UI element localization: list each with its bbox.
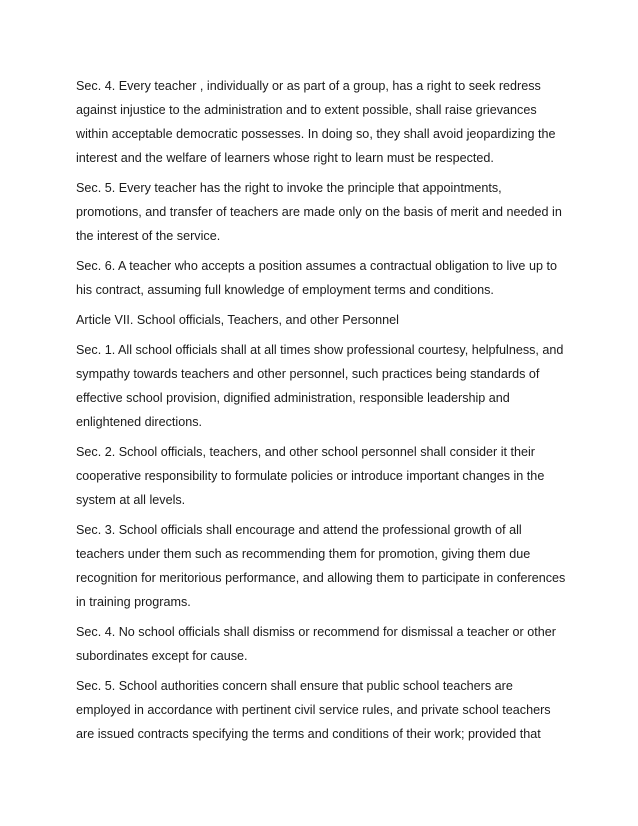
text-line: Sec. 1. All school officials shall at all times show professional courtesy, helpfulness, and	[76, 343, 564, 357]
text-line: system at all levels.	[76, 493, 186, 507]
text-line: Sec. 4. Every teacher , individually or as part of a group, has a right to seek redress	[76, 79, 541, 93]
text-line: within acceptable democratic possesses. In doing so, they shall avoid jeopardizing the	[76, 127, 556, 141]
text-line: interest and the welfare of learners whose right to learn must be respected.	[76, 151, 494, 165]
text-line: promotions, and transfer of teachers are made only on the basis of merit and needed in	[76, 205, 562, 219]
paragraph-article-vii-sec-1	[76, 338, 566, 434]
text-line: cooperative responsibility to formulate policies or introduce important changes in the	[76, 469, 545, 483]
text-line: Sec. 5. School authorities concern shall ensure that public school teachers are	[76, 679, 513, 693]
text-line: the interest of the service.	[76, 229, 221, 243]
text-line: sympathy towards teachers and other personnel, such practices being standards of	[76, 367, 540, 381]
text-line: employed in accordance with pertinent civil service rules, and private school teachers	[76, 703, 551, 717]
document-body	[76, 74, 566, 752]
paragraph-article-vii-sec-5	[76, 674, 566, 746]
text-line: Sec. 3. School officials shall encourage and attend the professional growth of all	[76, 523, 522, 537]
paragraph-article-vi-sec-6	[76, 254, 566, 302]
text-line: Sec. 6. A teacher who accepts a position assumes a contractual obligation to live up to	[76, 259, 557, 273]
text-line: are issued contracts specifying the terms and conditions of their work; provided that	[76, 727, 541, 741]
paragraph-article-vi-sec-5	[76, 176, 566, 248]
text-line: against injustice to the administration and to extent possible, shall raise grievances	[76, 103, 537, 117]
text-line: recognition for meritorious performance, and allowing them to participate in conferences	[76, 571, 566, 585]
text-line: enlightened directions.	[76, 415, 203, 429]
text-line: teachers under them such as recommending them for promotion, giving them due	[76, 547, 531, 561]
text-line: effective school provision, dignified administration, responsible leadership and	[76, 391, 510, 405]
paragraph-article-vii-sec-2	[76, 440, 566, 512]
article-vii-heading	[76, 308, 566, 332]
text-line: Sec. 2. School officials, teachers, and other school personnel shall consider it their	[76, 445, 535, 459]
text-line: Sec. 5. Every teacher has the right to invoke the principle that appointments,	[76, 181, 502, 195]
text-line: in training programs.	[76, 595, 191, 609]
paragraph-article-vi-sec-4	[76, 74, 566, 170]
text-line: Sec. 4. No school officials shall dismiss or recommend for dismissal a teacher or other	[76, 625, 556, 639]
paragraph-article-vii-sec-4	[76, 620, 566, 668]
text-line: subordinates except for cause.	[76, 649, 248, 663]
paragraph-article-vii-sec-3	[76, 518, 566, 614]
text-line: his contract, assuming full knowledge of employment terms and conditions.	[76, 283, 494, 297]
text-line: Article VII. School officials, Teachers, and other Personnel	[76, 313, 399, 327]
